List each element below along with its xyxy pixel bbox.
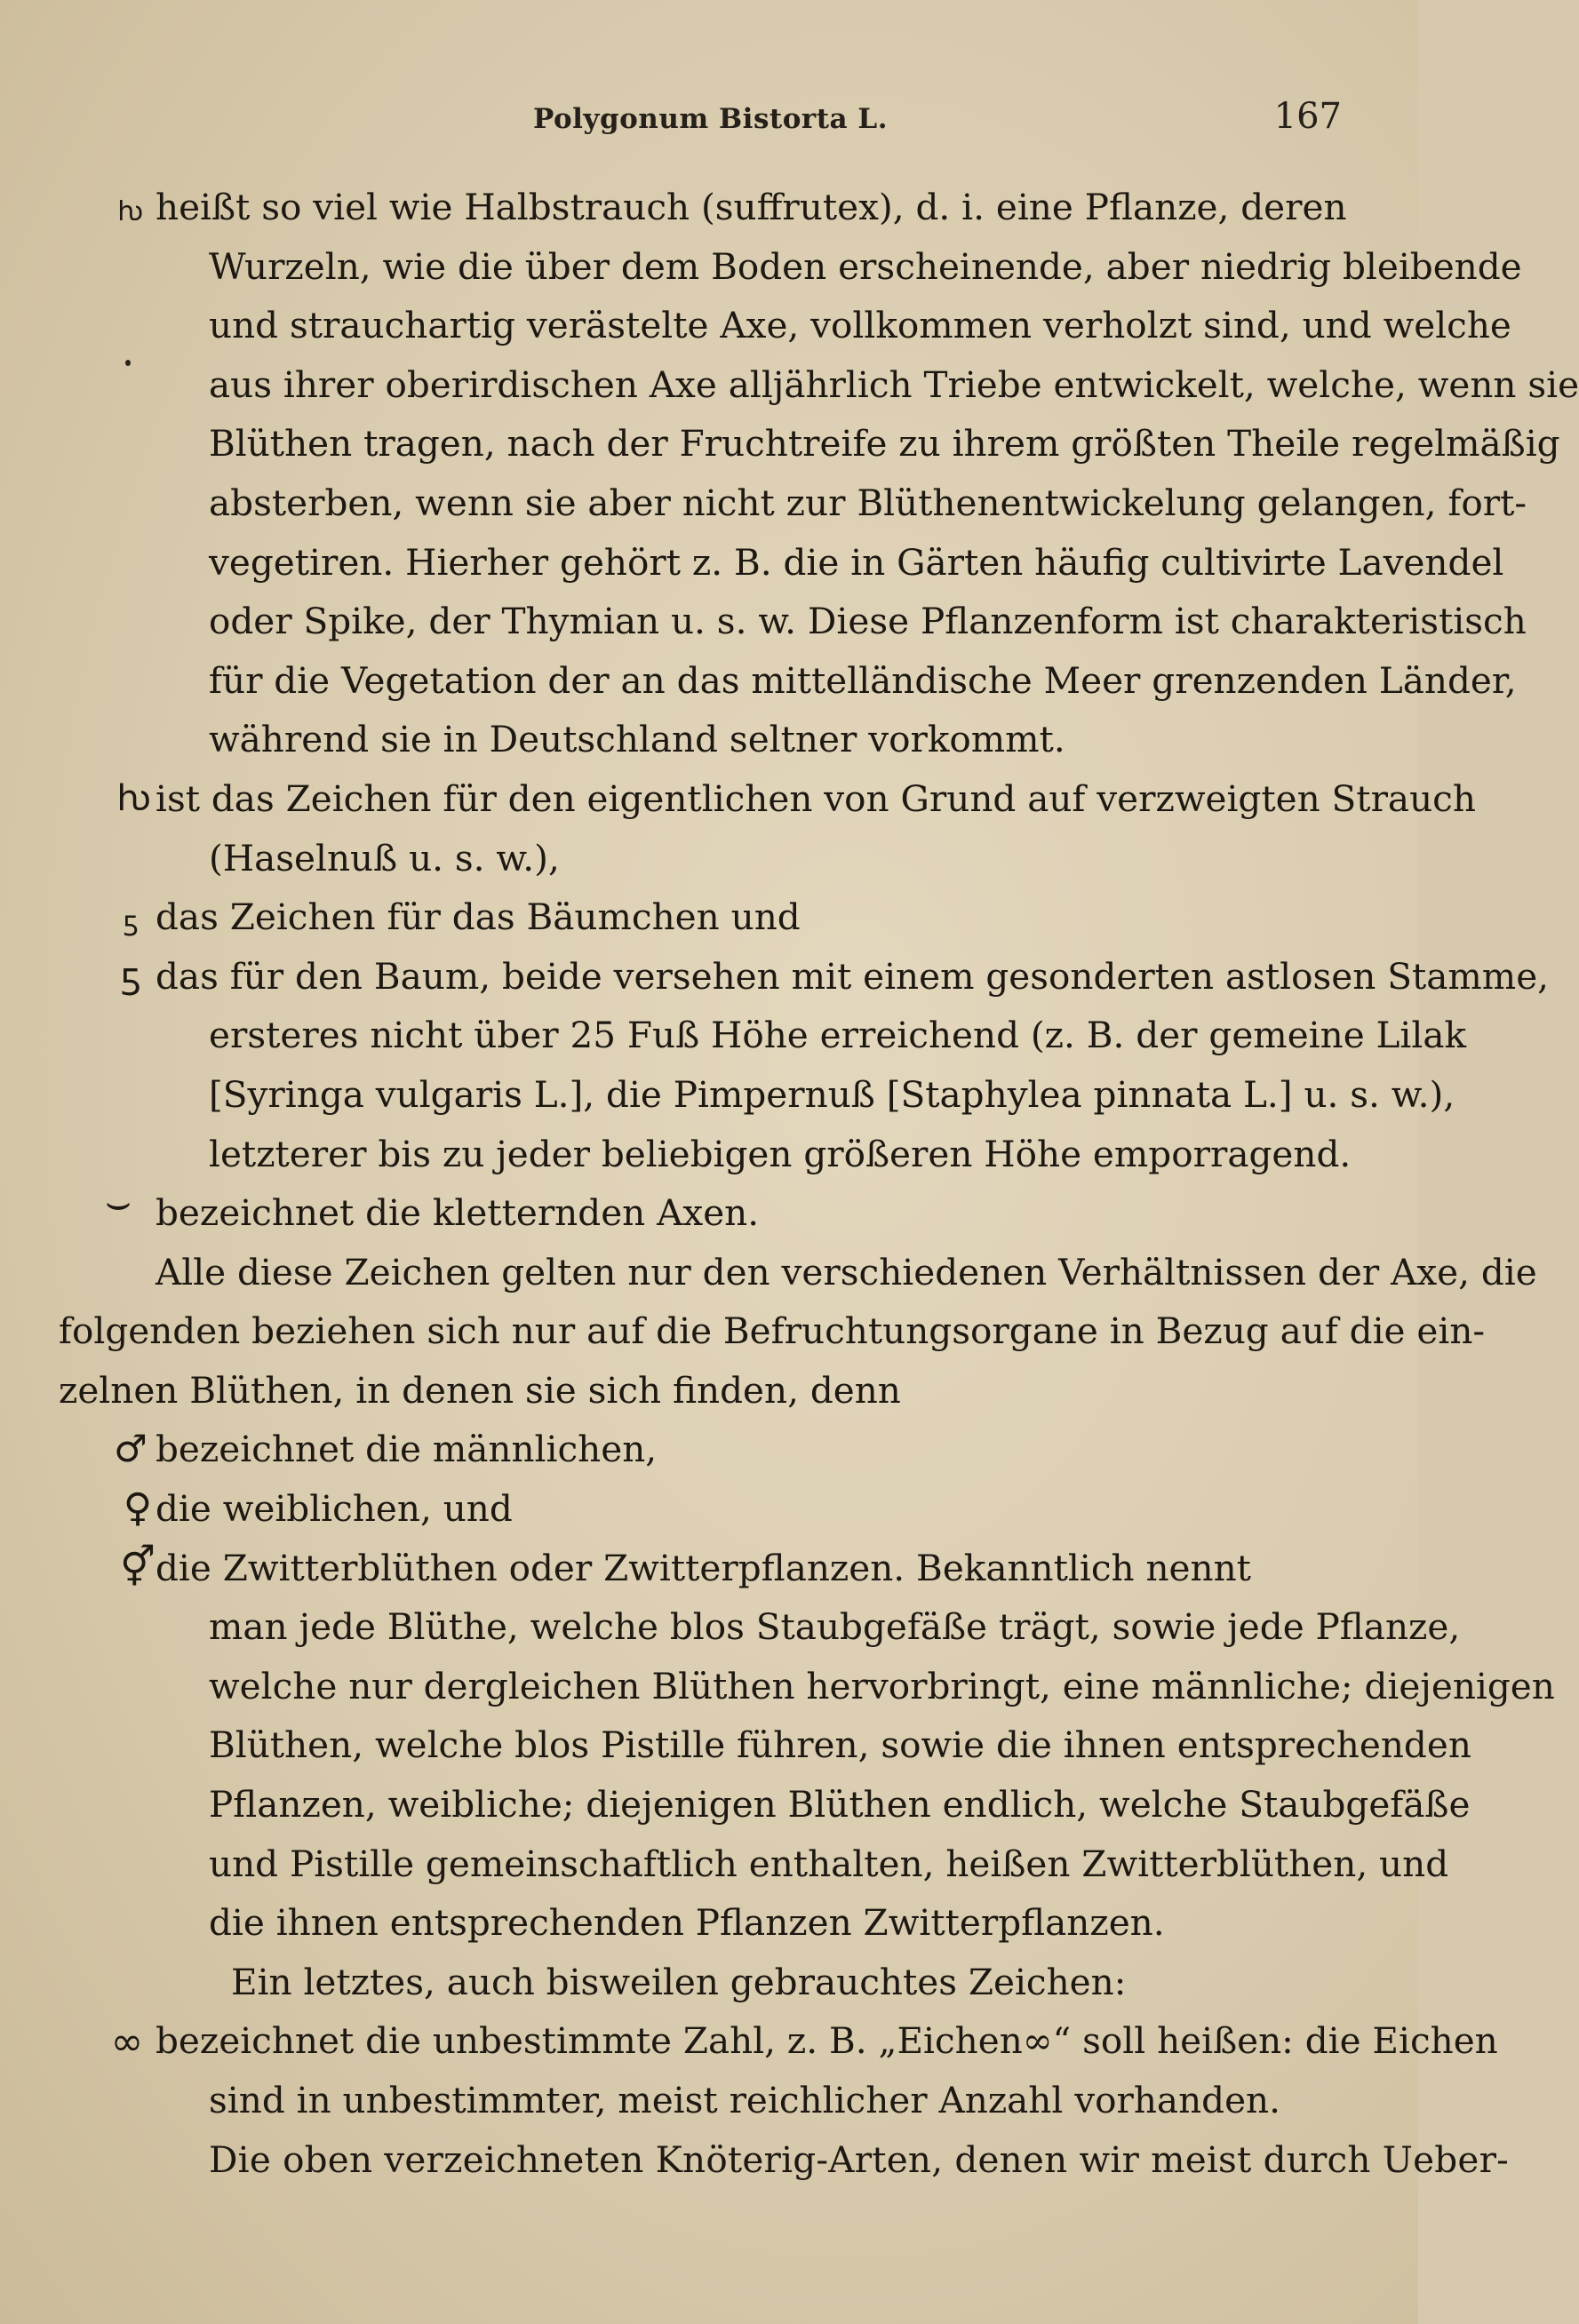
text-line: ƕ heißt so viel wie Halbstrauch (suffrutex), d. i. eine Pflanze, deren — [53, 178, 1351, 237]
text-line: (Haselnuß u. s. w.), — [209, 836, 560, 879]
page-number: 167 — [1273, 96, 1342, 137]
text-line: ♂ bezeichnet die männlichen, — [53, 1420, 1351, 1479]
text-line: und Pistille gemeinschaftlich enthalten, heißen Zwitterblüthen, und — [209, 1842, 1449, 1885]
text-line: vegetiren. Hierher gehört z. B. die in Gärten häufig cultivirte Lavendel — [209, 540, 1504, 584]
text-line: Pflanzen, weibliche; diejenigen Blüthen endlich, welche Staubgefäße — [209, 1783, 1471, 1827]
text-line: Blüthen, welche blos Pistille führen, sowie die ihnen entsprechenden — [209, 1723, 1471, 1767]
text-line: ⌣ bezeichnet die kletternden Axen. — [53, 1183, 1351, 1243]
text-line: Wurzeln, wie die über dem Boden erscheinende, aber niedrig bleibende — [209, 244, 1522, 288]
text-line: ♀ die weiblichen, und — [53, 1479, 1351, 1539]
text-line: zelnen Blüthen, in denen sie sich finden, denn — [59, 1368, 901, 1412]
infinity-symbol-icon: ∞ — [110, 2019, 144, 2065]
text-line: ƽ das für den Baum, beide versehen mit einem gesonderten astlosen Stamme, — [53, 947, 1351, 1007]
text-line: welche nur dergleichen Blüthen hervorbringt, eine männliche; diejenigen — [209, 1664, 1555, 1707]
text-line: Alle diese Zeichen gelten nur den verschiedenen Verhältnissen der Axe, die — [156, 1250, 1537, 1293]
running-head: Polygonum Bistorta L. — [533, 103, 889, 135]
text-line: folgenden beziehen sich nur auf die Befruchtungsorgane in Bezug auf die ein- — [59, 1309, 1486, 1353]
text-line: und strauchartig verästelte Axe, vollkommen verholzt sind, und welche — [209, 304, 1511, 347]
text-line: Die oben verzeichneten Knöterig-Arten, denen wir meist durch Ueber- — [209, 2137, 1510, 2181]
small-tree-symbol-icon: ƽ — [123, 906, 139, 938]
text-line: ⚥ die Zwitterblüthen oder Zwitterpflanzen. Bekanntlich nennt — [53, 1539, 1351, 1598]
shrub-symbol-icon: ƕ — [116, 777, 152, 819]
half-shrub-symbol-icon: ƕ — [117, 196, 144, 227]
page-header — [533, 96, 1342, 149]
body-text — [53, 178, 1579, 2301]
text-line: letzterer bis zu jeder beliebigen größeren Höhe emporragend. — [209, 1132, 1352, 1175]
text-line: ƕ ist das Zeichen für den eigentlichen von Grund auf verzweigten Strauch — [53, 769, 1351, 829]
text-line: absterben, wenn sie aber nicht zur Blüthenentwickelung gelangen, fort- — [209, 481, 1527, 524]
text-line: während sie in Deutschland seltner vorkommt. — [209, 718, 1065, 761]
female-symbol-icon: ♀ — [123, 1485, 153, 1532]
text-line: man jede Blüthe, welche blos Staubgefäße trägt, sowie jede Pflanze, — [209, 1605, 1461, 1649]
text-line: ersteres nicht über 25 Fuß Höhe erreichend (z. B. der gemeine Lilak — [209, 1014, 1467, 1057]
male-symbol-icon: ♂ — [114, 1427, 148, 1471]
text-line: die ihnen entsprechenden Pflanzen Zwitterpflanzen. — [209, 1901, 1165, 1945]
text-line: oder Spike, der Thymian u. s. w. Diese Pflanzenform ist charakteristisch — [209, 600, 1527, 643]
text-line: Blüthen tragen, nach der Fruchtreife zu ihrem größten Theile regelmäßig — [209, 422, 1560, 466]
hermaphrodite-symbol-icon: ⚥ — [120, 1544, 156, 1590]
text-line: aus ihrer oberirdischen Axe alljährlich Triebe entwickelt, welche, wenn sie — [209, 362, 1579, 406]
text-line: ƽ das Zeichen für das Bäumchen und — [53, 887, 1351, 947]
tree-symbol-icon: ƽ — [120, 955, 141, 997]
climbing-symbol-icon: ⌣ — [104, 1178, 132, 1227]
text-line: ∞ bezeichnet die unbestimmte Zahl, z. B. „Eichen∞“ soll heißen: die Eichen — [53, 2011, 1351, 2071]
text-line: für die Vegetation der an das mittelländische Meer grenzenden Länder, — [209, 658, 1517, 702]
text-line: Ein letztes, auch bisweilen gebrauchtes Zeichen: — [231, 1960, 1127, 2003]
text-line: sind in unbestimmter, meist reichlicher Anzahl vorhanden. — [209, 2079, 1281, 2121]
text-line: [Syringa vulgaris L.], die Pimpernuß [Staphylea pinnata L.] u. s. w.), — [209, 1072, 1455, 1116]
